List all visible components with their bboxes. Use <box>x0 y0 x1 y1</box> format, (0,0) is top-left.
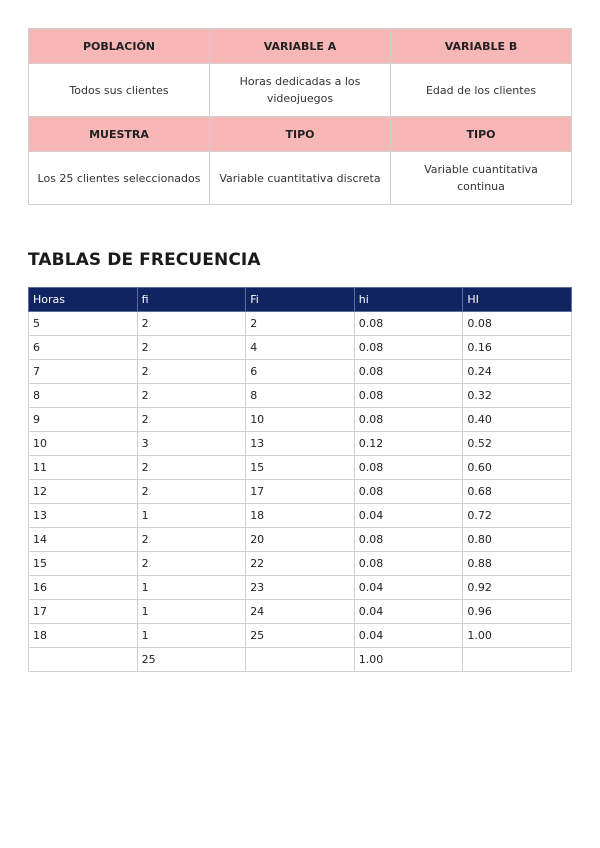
variable-a-value: Horas dedicadas a los videojuegos <box>210 64 391 117</box>
cell-hi: 0.04 <box>354 624 463 648</box>
totals-row <box>29 648 572 672</box>
table-row <box>29 504 572 528</box>
table-row <box>29 312 572 336</box>
cell-horas: 6 <box>29 336 138 360</box>
cell-fi: 2 <box>137 336 246 360</box>
cell-fi: 2 <box>137 456 246 480</box>
table-row <box>29 456 572 480</box>
cell-fi: 1 <box>137 600 246 624</box>
cell-HI: 0.32 <box>463 384 572 408</box>
cell-horas: 15 <box>29 552 138 576</box>
cell-Fi: 24 <box>246 600 355 624</box>
cell-fi: 25 <box>137 648 246 672</box>
poblacion-header: POBLACIÓN <box>29 29 210 64</box>
cell-hi: 0.08 <box>354 312 463 336</box>
cell-horas: 16 <box>29 576 138 600</box>
cell-fi: 2 <box>137 480 246 504</box>
cell-HI: 0.08 <box>463 312 572 336</box>
summary-value-row <box>29 64 572 117</box>
table-row <box>29 360 572 384</box>
table-row <box>29 480 572 504</box>
cell-HI: 0.88 <box>463 552 572 576</box>
cell-fi: 1 <box>137 576 246 600</box>
cell-hi: 0.08 <box>354 552 463 576</box>
cell-fi: 2 <box>137 528 246 552</box>
cell-hi: 0.04 <box>354 600 463 624</box>
col-header-hi: hi <box>354 288 463 312</box>
cell-hi: 0.08 <box>354 480 463 504</box>
cell-fi: 2 <box>137 408 246 432</box>
cell-Fi: 13 <box>246 432 355 456</box>
cell-hi: 0.08 <box>354 528 463 552</box>
table-row <box>29 624 572 648</box>
cell-fi: 2 <box>137 552 246 576</box>
cell-fi: 1 <box>137 504 246 528</box>
cell-Fi: 22 <box>246 552 355 576</box>
cell-hi: 0.08 <box>354 360 463 384</box>
cell-horas: 5 <box>29 312 138 336</box>
col-header-fi: fi <box>137 288 246 312</box>
cell-hi: 0.08 <box>354 408 463 432</box>
tipo-b-value: Variable cuantitativa continua <box>391 152 572 205</box>
cell-horas <box>29 648 138 672</box>
tipo-a-value: Variable cuantitativa discreta <box>210 152 391 205</box>
cell-fi: 2 <box>137 360 246 384</box>
cell-Fi: 15 <box>246 456 355 480</box>
cell-Fi: 6 <box>246 360 355 384</box>
cell-hi: 0.08 <box>354 336 463 360</box>
cell-hi: 0.04 <box>354 504 463 528</box>
summary-value-row <box>29 152 572 205</box>
cell-horas: 17 <box>29 600 138 624</box>
cell-Fi: 8 <box>246 384 355 408</box>
cell-hi: 0.12 <box>354 432 463 456</box>
cell-HI: 0.24 <box>463 360 572 384</box>
cell-horas: 18 <box>29 624 138 648</box>
summary-header-row <box>29 117 572 152</box>
cell-HI: 0.96 <box>463 600 572 624</box>
cell-HI: 0.92 <box>463 576 572 600</box>
cell-HI: 0.40 <box>463 408 572 432</box>
cell-hi: 0.08 <box>354 384 463 408</box>
cell-HI: 0.60 <box>463 456 572 480</box>
cell-Fi: 4 <box>246 336 355 360</box>
col-header-horas: Horas <box>29 288 138 312</box>
cell-fi: 2 <box>137 384 246 408</box>
table-row <box>29 408 572 432</box>
variable-b-value: Edad de los clientes <box>391 64 572 117</box>
table-row <box>29 528 572 552</box>
cell-hi: 0.08 <box>354 456 463 480</box>
cell-HI <box>463 648 572 672</box>
cell-fi: 3 <box>137 432 246 456</box>
table-row <box>29 384 572 408</box>
cell-horas: 14 <box>29 528 138 552</box>
tipo-a-header: TIPO <box>210 117 391 152</box>
table-row <box>29 576 572 600</box>
cell-Fi: 20 <box>246 528 355 552</box>
muestra-value: Los 25 clientes seleccionados <box>29 152 210 205</box>
cell-Fi: 17 <box>246 480 355 504</box>
table-row <box>29 336 572 360</box>
summary-header-row <box>29 29 572 64</box>
frequency-header-row <box>29 288 572 312</box>
cell-HI: 0.16 <box>463 336 572 360</box>
variable-a-header: VARIABLE A <box>210 29 391 64</box>
cell-HI: 0.72 <box>463 504 572 528</box>
frequency-table <box>28 287 572 672</box>
cell-horas: 8 <box>29 384 138 408</box>
variable-b-header: VARIABLE B <box>391 29 572 64</box>
cell-fi: 2 <box>137 312 246 336</box>
cell-Fi: 25 <box>246 624 355 648</box>
cell-fi: 1 <box>137 624 246 648</box>
cell-HI: 1.00 <box>463 624 572 648</box>
cell-horas: 13 <box>29 504 138 528</box>
cell-Fi: 2 <box>246 312 355 336</box>
muestra-header: MUESTRA <box>29 117 210 152</box>
poblacion-value: Todos sus clientes <box>29 64 210 117</box>
table-row <box>29 552 572 576</box>
cell-Fi <box>246 648 355 672</box>
frequency-body <box>29 312 572 672</box>
section-title: TABLAS DE FRECUENCIA <box>28 250 261 270</box>
col-header-HI: HI <box>463 288 572 312</box>
cell-horas: 12 <box>29 480 138 504</box>
cell-Fi: 18 <box>246 504 355 528</box>
cell-horas: 7 <box>29 360 138 384</box>
cell-Fi: 10 <box>246 408 355 432</box>
cell-HI: 0.52 <box>463 432 572 456</box>
tipo-b-header: TIPO <box>391 117 572 152</box>
summary-table <box>28 28 572 205</box>
cell-horas: 9 <box>29 408 138 432</box>
cell-HI: 0.68 <box>463 480 572 504</box>
cell-HI: 0.80 <box>463 528 572 552</box>
cell-horas: 10 <box>29 432 138 456</box>
cell-hi: 0.04 <box>354 576 463 600</box>
table-row <box>29 600 572 624</box>
table-row <box>29 432 572 456</box>
col-header-Fi: Fi <box>246 288 355 312</box>
cell-hi: 1.00 <box>354 648 463 672</box>
cell-Fi: 23 <box>246 576 355 600</box>
cell-horas: 11 <box>29 456 138 480</box>
